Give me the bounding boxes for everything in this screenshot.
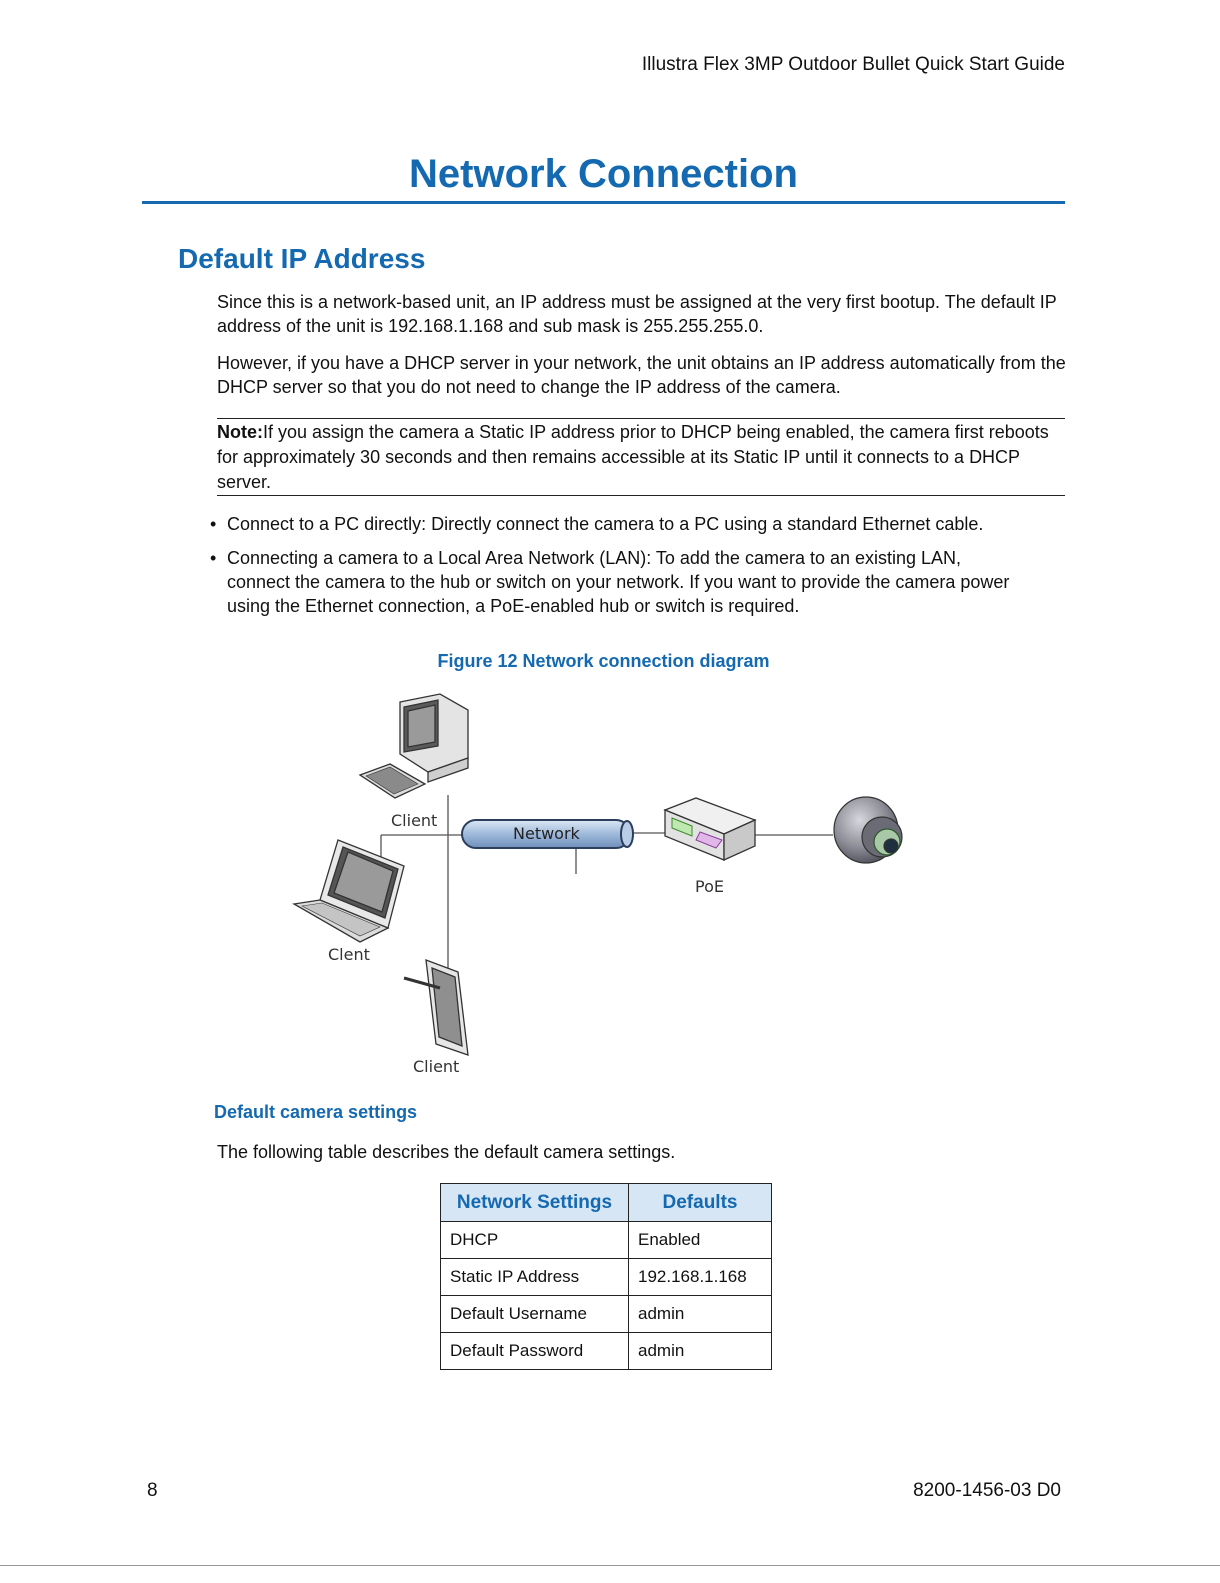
table-cell: admin: [629, 1333, 772, 1370]
list-item: [210, 546, 1010, 618]
client-tablet-label: Client: [413, 1057, 460, 1076]
table-cell: Default Username: [441, 1296, 629, 1333]
table-cell: Enabled: [629, 1222, 772, 1259]
bottom-rule: [0, 1565, 1220, 1566]
default-settings-heading: Default camera settings: [214, 1102, 418, 1122]
header-guide-title: Illustra Flex 3MP Outdoor Bullet Quick Start Guide: [641, 54, 1065, 75]
table-row: [441, 1222, 772, 1259]
network-diagram: [280, 680, 940, 1080]
table-row: [441, 1333, 772, 1370]
table-row: [441, 1296, 772, 1333]
bullet-icon: •: [210, 514, 217, 534]
bullet-text: Connect to a PC directly: Directly connect the camera to a PC using a standard Ethernet cable.: [227, 514, 984, 534]
note-box: [217, 418, 1065, 496]
document-number: 8200-1456-03 D0: [913, 1480, 1061, 1501]
section-heading: Default IP Address: [178, 243, 426, 274]
table-header-row: [441, 1184, 772, 1222]
table-cell: Default Password: [441, 1333, 629, 1370]
laptop-icon: [294, 840, 404, 942]
table-cell: DHCP: [441, 1222, 629, 1259]
tablet-icon: [404, 960, 468, 1055]
note-label: Note:: [217, 422, 263, 442]
list-item: [210, 512, 1010, 536]
page-title: Network Connection: [409, 152, 798, 196]
column-header: Network Settings: [441, 1184, 629, 1222]
network-label: Network: [513, 824, 580, 843]
page-number: 8: [147, 1480, 158, 1501]
table-cell: admin: [629, 1296, 772, 1333]
paragraph-dhcp: However, if you have a DHCP server in your network, the unit obtains an IP address automatically from the DHCP server so that you do not need to change the IP address of the camera.: [217, 353, 1066, 397]
camera-icon: [834, 797, 902, 863]
bullet-text: Connecting a camera to a Local Area Network (LAN): To add the camera to an existing LAN, connect the camera to the hub or switch on your network. If you want to provide the camera power using the Ethernet connection, a PoE-enabled hub or switch is required.: [227, 548, 1010, 616]
title-rule: [142, 201, 1065, 204]
paragraph-default-ip: Since this is a network-based unit, an IP address must be assigned at the very first bootup. The default IP address of the unit is 192.168.1.168 and sub mask is 255.255.255.0.: [217, 292, 1057, 336]
table-row: [441, 1259, 772, 1296]
default-settings-intro: The following table describes the default camera settings.: [217, 1142, 676, 1162]
figure-caption: Figure 12 Network connection diagram: [437, 651, 770, 671]
note-text: If you assign the camera a Static IP address prior to DHCP being enabled, the camera first reboots for approximately 30 seconds and then remains accessible at its Static IP until it connects to a DHCP server.: [217, 422, 1049, 492]
bullet-list: [210, 512, 1010, 628]
table-cell: 192.168.1.168: [629, 1259, 772, 1296]
bullet-icon: •: [210, 548, 217, 568]
table-cell: Static IP Address: [441, 1259, 629, 1296]
poe-switch-icon: [665, 798, 755, 860]
poe-label: PoE: [695, 877, 724, 896]
client-laptop-label: Clent: [328, 945, 370, 964]
column-header: Defaults: [629, 1184, 772, 1222]
client-desktop-label: Client: [391, 811, 438, 830]
default-settings-table: [440, 1183, 772, 1370]
desktop-computer-icon: [360, 694, 468, 798]
